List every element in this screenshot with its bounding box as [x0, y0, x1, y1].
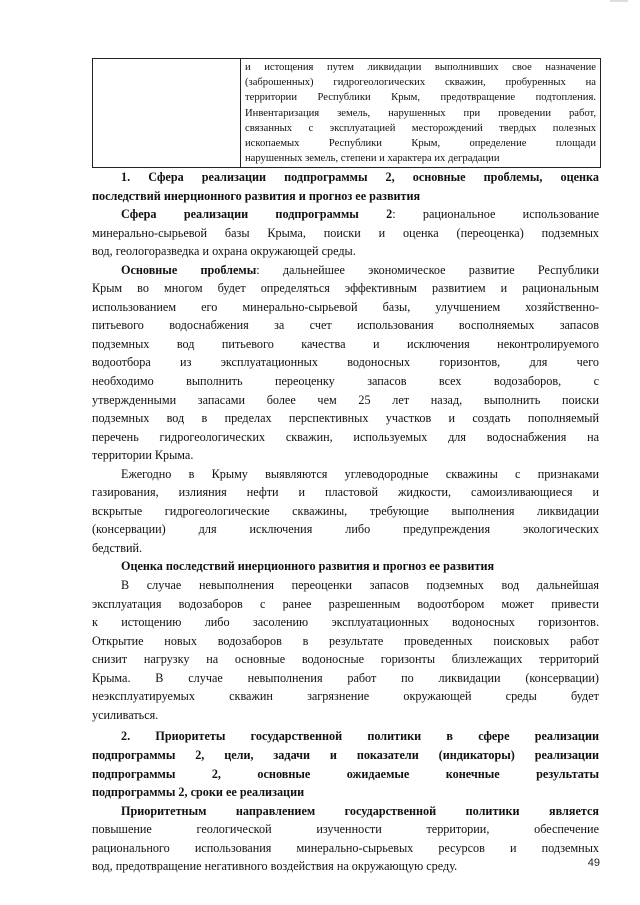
- problems-line: необходимо выполнить переоценку запасов всех водозаборов, с: [92, 374, 599, 389]
- priority-line: повышение геологической изученности территории, обеспечение: [92, 822, 599, 837]
- section-2-heading: подпрограммы 2, цели, задачи и показатели (индикаторы) реализации: [92, 747, 599, 762]
- problems-line: подземных вод в пределах перспективных участков и создать пополняемый: [92, 411, 599, 426]
- scope-paragraph: Сфера реализации подпрограммы 2: рациональное использование: [121, 207, 599, 222]
- wells-line: (консервации) для исключения либо предупреждения экологических: [92, 522, 599, 537]
- scope-paragraph-line: вод, геологоразведка и охрана окружающей среды.: [92, 244, 356, 259]
- problems-line: питьевого водоснабжения за счет использования восполняемых запасов: [92, 318, 599, 333]
- table-line: Инвентаризация земель, нарушенных при проведении работ,: [245, 107, 596, 119]
- wells-line: вскрытые гидрогеологические скважины, требующие выполнения ликвидации: [92, 503, 599, 518]
- table-fragment: [92, 58, 601, 168]
- problems-line: перечень гидрогеологических скважин, используемых для водоснабжения на: [92, 429, 599, 444]
- problems-line: использованием его минерально-сырьевой базы, улучшением хозяйственно-: [92, 299, 599, 314]
- section-2-heading: подпрограммы 2, основные ожидаемые конечные результаты: [92, 766, 599, 781]
- scan-mark: [610, 0, 628, 2]
- wells-paragraph: Ежегодно в Крыму выявляются углеводородные скважины с признаками: [121, 466, 599, 481]
- scope-label: Сфера реализации подпрограммы 2: [121, 207, 393, 222]
- table-line: (заброшенных) гидрогеологических скважин, пробуренных на: [245, 77, 596, 89]
- problems-label: Основные проблемы: [121, 262, 257, 277]
- assessment-heading: Оценка последствий инерционного развития и прогноз ее развития: [121, 559, 495, 574]
- assessment-paragraph: В случае невыполнения переоценки запасов подземных вод дальнейшая: [121, 578, 599, 593]
- table-line: нарушенных земель, степени и характера их деградации: [245, 153, 500, 165]
- table-cell-text: [241, 59, 600, 167]
- page-number: 49: [587, 857, 600, 869]
- assessment-line: Крыма. В случае невыполнения работ по ликвидации (консервации): [92, 670, 599, 685]
- wells-line: газирования, излияния нефти и пластовой жидкости, самоизливающиеся и: [92, 485, 599, 500]
- priority-label: Приоритетным направлением государственной политики является: [121, 803, 599, 818]
- assessment-line: неэксплуатируемых скважин загрязнение окружающей среды будет: [92, 689, 599, 704]
- assessment-line: эксплуатация водозаборов с ранее разрешенным водоотбором может привести: [92, 596, 599, 611]
- table-line: территории Республики Крым, предотвращение подтопления.: [245, 92, 596, 104]
- section-2-heading: подпрограммы 2, сроки ее реализации: [92, 785, 305, 800]
- assessment-line: к истощению либо засолению эксплуатационных водоносных горизонтов.: [92, 615, 599, 630]
- problems-line: Крым во многом будет определяться эффективным развитием и рациональным: [92, 281, 599, 296]
- assessment-line: Открытие новых водозаборов в результате проведенных поисковых работ: [92, 633, 599, 648]
- main-text: [92, 168, 599, 876]
- table-line: и истощения путем ликвидации выполнивших свое назначение: [245, 62, 596, 73]
- problems-line: утвержденными запасами более чем 25 лет назад, выполнить поиски: [92, 392, 599, 407]
- section-1-heading: последствий инерционного развития и прогноз ее развития: [92, 188, 421, 203]
- table-line: ископаемых Республики Крым, определение площади: [245, 138, 596, 150]
- assessment-line: снизит нагрузку на основные водоносные горизонты близлежащих территорий: [92, 652, 599, 667]
- scope-paragraph-line: минерально-сырьевой базы Крыма, поиски и оценка (переоценка) подземных: [92, 225, 599, 240]
- table-line: связанных с эксплуатацией месторождений твердых полезных: [245, 122, 596, 134]
- section-1-heading: 1. Сфера реализации подпрограммы 2, основные проблемы, оценка: [121, 170, 599, 184]
- priority-line: рационального использования минерально-сырьевых ресурсов и подземных: [92, 840, 599, 855]
- wells-line: бедствий.: [92, 540, 143, 555]
- priority-line: вод, предотвращение негативного воздействия на окружающую среду.: [92, 859, 458, 874]
- problems-line: водоотбора из эксплуатационных водоносных горизонтов, для чего: [92, 355, 599, 370]
- table-cell-empty: [93, 59, 241, 167]
- section-2-heading: 2. Приоритеты государственной политики в сфере реализации: [121, 729, 599, 744]
- problems-line: территории Крыма.: [92, 448, 194, 463]
- problems-paragraph: Основные проблемы: дальнейшее экономическое развитие Республики: [121, 262, 599, 277]
- problems-line: подземных вод питьевого качества и исключения неконтролируемого: [92, 336, 599, 351]
- assessment-line: усиливаться.: [92, 707, 159, 722]
